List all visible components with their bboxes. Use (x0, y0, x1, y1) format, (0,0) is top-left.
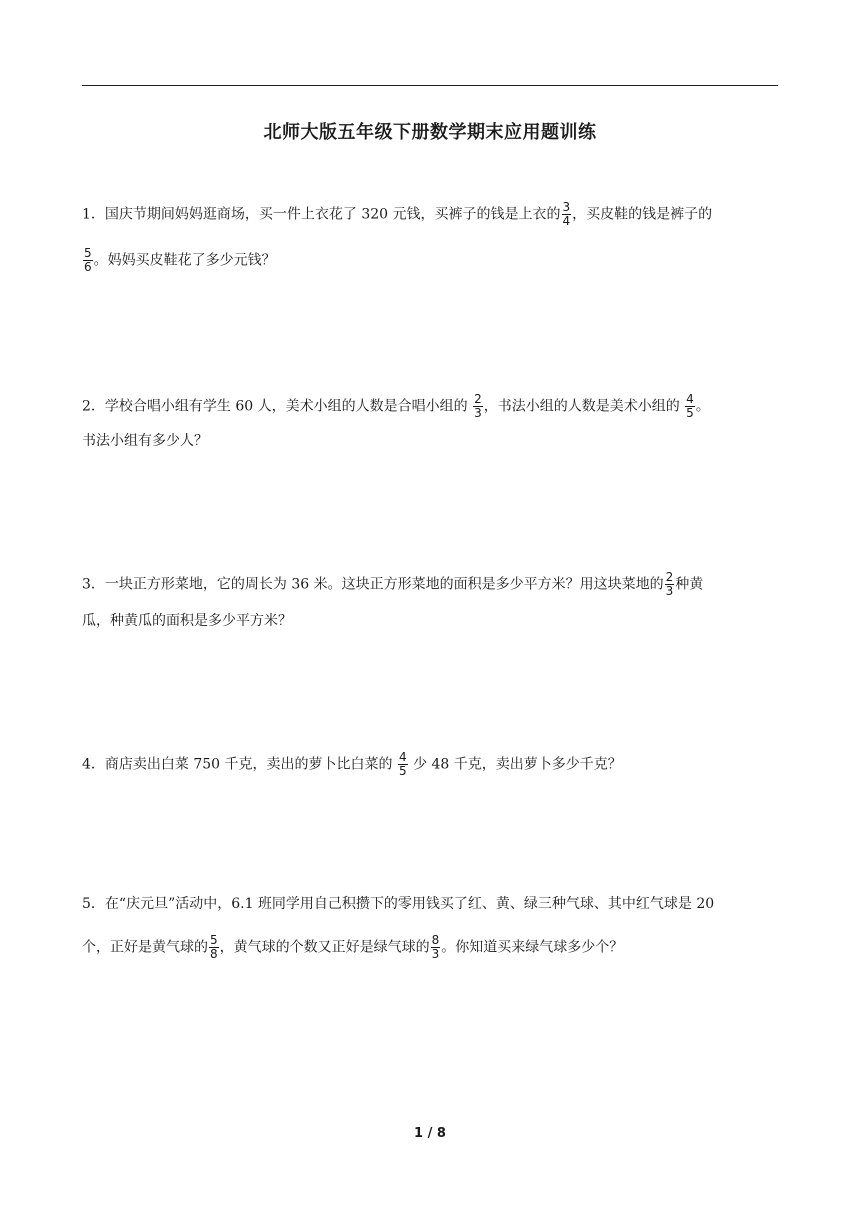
fraction: $\frac{2}{3}$ (665, 570, 674, 598)
question-text: ，书法小组的人数是美术小组的 (483, 398, 685, 415)
question-text: 。妈妈买皮鞋花了多少元钱？ (93, 252, 276, 269)
question-text: 1．国庆节期间妈妈逛商场，买一件上衣花了 320 元钱，买裤子的钱是上衣的 (82, 206, 561, 223)
question-2 (82, 393, 782, 451)
question-text: 瓜，种黄瓜的面积是多少平方米？ (82, 613, 292, 629)
question-text: ，买皮鞋的钱是裤子的 (572, 206, 713, 223)
fraction: $\frac{8}{3}$ (431, 933, 440, 961)
page-title: 北师大版五年级下册数学期末应用题训练 (263, 122, 597, 143)
question-text: 5．在“庆元旦”活动中，6.1 班同学用自己积攒下的零用钱买了红、黄、绿三种气球、其中红气球是 20 (82, 896, 715, 912)
fraction: $\frac{4}{5}$ (398, 750, 407, 778)
question-text: 种黄 (675, 576, 704, 593)
question-text: ，黄气球的个数又正好是绿气球的 (219, 939, 430, 956)
question-text: 。 (695, 398, 710, 415)
question-text: 2．学校合唱小组有学生 60 人，美术小组的人数是合唱小组的 (82, 398, 473, 415)
header-rule (82, 85, 778, 86)
question-text: 个，正好是黄气球的 (82, 939, 208, 956)
question-text: 书法小组有多少人？ (82, 433, 208, 449)
fraction: $\frac{5}{8}$ (210, 933, 218, 961)
page-number: 1 / 8 (414, 1126, 446, 1141)
fraction: $\frac{5}{6}$ (84, 246, 92, 274)
question-5 (82, 894, 782, 961)
fraction: $\frac{2}{3}$ (474, 392, 482, 420)
question-text: 4．商店卖出白菜 750 千克，卖出的萝卜比白菜的 (82, 756, 397, 773)
question-1 (82, 200, 782, 274)
question-text: 少 48 千克，卖出萝卜多少千克？ (408, 756, 622, 773)
fraction: $\frac{4}{5}$ (686, 392, 694, 420)
question-text: 3．一块正方形菜地，它的周长为 36 米。这块正方形菜地的面积是多少平方米？用这块菜地的 (82, 576, 664, 593)
question-3 (82, 571, 782, 631)
question-text: 。你知道买来绿气球多少个？ (441, 939, 624, 956)
fraction: $\frac{3}{4}$ (562, 200, 571, 228)
question-4 (82, 750, 782, 778)
